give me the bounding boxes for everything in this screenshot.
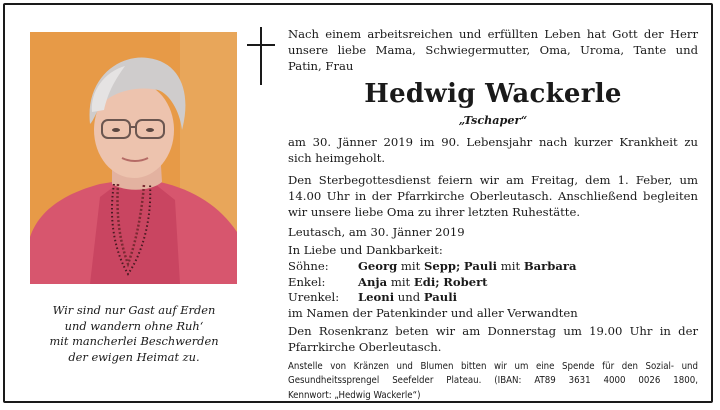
death-line: sich heimgeholt. [288, 151, 386, 166]
service-line: wir unsere liebe Oma zu ihrer letzten Ruhestätte. [288, 205, 581, 220]
cross-icon [247, 27, 275, 87]
death-text [288, 134, 698, 166]
conjunction: mit [500, 258, 521, 273]
rosary-text [288, 323, 698, 355]
place-date: Leutasch, am 30. Jänner 2019 [288, 225, 465, 239]
obituary-frame [3, 3, 713, 403]
grandchild-name: Robert [443, 274, 488, 289]
service-line: Den Sterbegottesdienst feiern wir am Freitag, dem 1. Feber, um [288, 173, 698, 187]
mourners-list [288, 243, 698, 322]
great-grandchildren-row [288, 290, 698, 306]
mourners-others: im Namen der Patenkinder und aller Verwandten [288, 306, 578, 321]
sons-label: Söhne: [288, 258, 329, 273]
great-grandchild-name: Pauli [423, 290, 458, 305]
grandchild-name: Anja [358, 274, 388, 289]
conjunction: mit [400, 258, 421, 273]
intro-text [288, 26, 698, 75]
verse-line: und wandern ohne Ruh‘ [64, 318, 204, 333]
memorial-verse [27, 303, 241, 365]
service-line: 14.00 Uhr in der Pfarrkirche Oberleutasch. Anschließend begleiten [288, 189, 698, 204]
portrait-photo [30, 32, 237, 284]
verse-line: Wir sind nur Gast auf Erden [52, 303, 216, 317]
mourners-intro: In Liebe und Dankbarkeit: [288, 243, 443, 257]
rosary-line: Pfarrkirche Oberleutasch. [288, 340, 442, 355]
grandchildren-label: Enkel: [288, 274, 326, 289]
partner-name: Barbara [523, 258, 577, 273]
donation-text [288, 360, 698, 403]
deceased-nickname: „Tschaper“ [458, 113, 528, 127]
partner-name: Edi; [413, 274, 440, 289]
conjunction: mit [390, 274, 411, 289]
grandchildren-row [288, 275, 698, 291]
intro-line: Patin, Frau [288, 59, 354, 74]
verse-line: der ewigen Heimat zu. [68, 349, 200, 364]
verse-line: mit mancherlei Beschwerden [49, 334, 219, 348]
sons-row [288, 259, 698, 275]
portrait-image [30, 32, 237, 284]
rosary-line: Den Rosenkranz beten wir am Donnerstag um 19.00 Uhr in der [288, 324, 698, 338]
donation-line: Anstelle von Kränzen und Blumen bitten wir um eine Spende für den Sozial- und [288, 361, 698, 372]
son-name: Georg [358, 258, 398, 273]
conjunction: und [397, 290, 421, 305]
deceased-name: Hedwig Wackerle [364, 79, 622, 109]
son-name: Pauli [463, 258, 498, 273]
great-grandchild-name: Leoni [358, 290, 395, 305]
intro-line: unsere liebe Mama, Schwiegermutter, Oma, Uroma, Tante und [288, 43, 698, 58]
death-line: am 30. Jänner 2019 im 90. Lebensjahr nach kurzer Krankheit zu [288, 135, 698, 149]
great-grandchildren-label: Urenkel: [288, 290, 340, 305]
donation-line: Kennwort: „Hedwig Wackerle“) [288, 389, 421, 401]
donation-line: Gesundheitssprengel Seefelder Plateau. (IBAN: AT89 3631 4000 0026 1800, [288, 375, 698, 387]
partner-name: Sepp; [423, 258, 461, 273]
intro-line: Nach einem arbeitsreichen und erfüllten Leben hat Gott der Herr [288, 27, 698, 41]
service-text [288, 172, 698, 221]
